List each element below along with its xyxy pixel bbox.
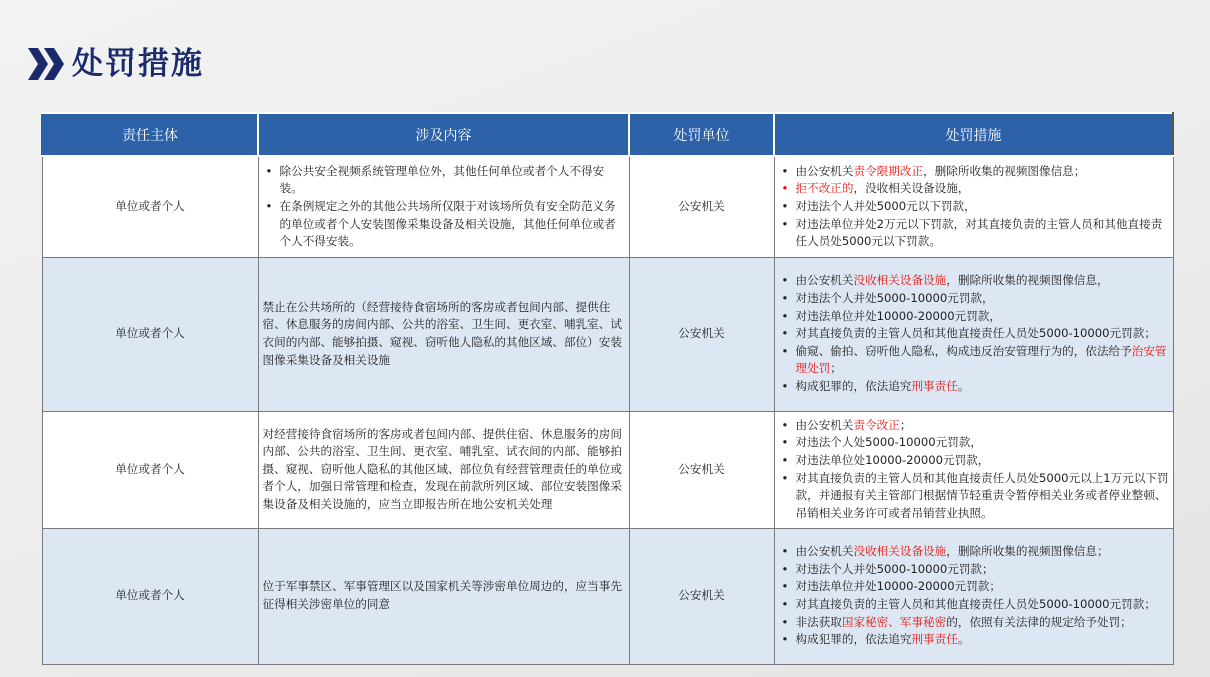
measures-cell xyxy=(774,257,1173,411)
table-header-row xyxy=(42,113,1173,156)
double-chevron-icon xyxy=(26,44,66,84)
measure-item: • 由公安机关责令改正； xyxy=(779,417,1170,435)
measure-item: • 对违法单位处10000-20000元罚款， xyxy=(779,452,1170,470)
subject-cell: 单位或者个人 xyxy=(42,257,258,411)
table-row xyxy=(42,411,1173,528)
measure-item: • 对违法个人并处5000-10000元罚款， xyxy=(779,290,1170,308)
measure-item: • 由公安机关没收相关设备设施，删除所收集的视频图像信息， xyxy=(779,272,1170,290)
authority-cell: 公安机关 xyxy=(629,528,774,664)
penalty-table xyxy=(41,112,1174,665)
measure-item: • 构成犯罪的，依法追究刑事责任。 xyxy=(779,631,1170,649)
content-item: • 在条例规定之外的其他公共场所仅限于对该场所负有安全防范义务的单位或者个人安装图像采集设备及相关设施，其他任何单位或者个人不得安装。 xyxy=(263,198,626,251)
page-title: 处罚措施 xyxy=(72,46,204,82)
measure-item: • 对其直接负责的主管人员和其他直接责任人员处5000-10000元罚款； xyxy=(779,596,1170,614)
subject-cell: 单位或者个人 xyxy=(42,528,258,664)
table-row xyxy=(42,156,1173,257)
measure-item: • 对违法个人处5000-10000元罚款， xyxy=(779,434,1170,452)
content-cell: 位于军事禁区、军事管理区以及国家机关等涉密单位周边的，应当事先征得相关涉密单位的同意 xyxy=(258,528,629,664)
header-measures: 处罚措施 xyxy=(774,113,1173,156)
subject-cell: 单位或者个人 xyxy=(42,411,258,528)
measure-item: • 对违法单位并处10000-20000元罚款； xyxy=(779,578,1170,596)
table-row xyxy=(42,528,1173,664)
measures-cell xyxy=(774,156,1173,257)
measure-item: • 对其直接负责的主管人员和其他直接责任人员处5000-10000元罚款； xyxy=(779,325,1170,343)
title-area xyxy=(26,42,204,86)
measure-item: • 拒不改正的，没收相关设备设施， xyxy=(779,180,1170,198)
authority-cell: 公安机关 xyxy=(629,411,774,528)
content-item: • 除公共安全视频系统管理单位外，其他任何单位或者个人不得安装。 xyxy=(263,163,626,198)
measure-item: • 对违法单位并处10000-20000元罚款， xyxy=(779,308,1170,326)
content-cell: 禁止在公共场所的（经营接待食宿场所的客房或者包间内部、提供住宿、休息服务的房间内部、公共的浴室、卫生间、更衣室、哺乳室、试衣间的内部、能够拍摄、窥视、窃听他人隐私的其他区域、部位）安装图像采集设备及相关设施 xyxy=(258,257,629,411)
measures-list xyxy=(779,417,1170,523)
header-authority: 处罚单位 xyxy=(629,113,774,156)
measure-item: • 非法获取国家秘密、军事秘密的，依照有关法律的规定给予处罚； xyxy=(779,614,1170,632)
content-list xyxy=(263,163,626,251)
measure-item: • 偷窥、偷拍、窃听他人隐私，构成违反治安管理行为的，依法给予治安管理处罚； xyxy=(779,343,1170,378)
content-cell xyxy=(258,156,629,257)
header-content: 涉及内容 xyxy=(258,113,629,156)
measure-item: • 由公安机关责令限期改正，删除所收集的视频图像信息； xyxy=(779,163,1170,181)
measure-item: • 构成犯罪的，依法追究刑事责任。 xyxy=(779,378,1170,396)
subject-cell: 单位或者个人 xyxy=(42,156,258,257)
header-subject: 责任主体 xyxy=(42,113,258,156)
measure-item: • 对违法个人并处5000-10000元罚款； xyxy=(779,561,1170,579)
table-row xyxy=(42,257,1173,411)
measures-list xyxy=(779,543,1170,649)
measure-item: • 对违法单位并处2万元以下罚款，对其直接负责的主管人员和其他直接责任人员处5000元以下罚款。 xyxy=(779,216,1170,251)
authority-cell: 公安机关 xyxy=(629,156,774,257)
measure-item: • 由公安机关没收相关设备设施，删除所收集的视频图像信息； xyxy=(779,543,1170,561)
measures-list xyxy=(779,163,1170,251)
measures-list xyxy=(779,272,1170,395)
measures-cell xyxy=(774,411,1173,528)
measure-item: • 对违法个人并处5000元以下罚款， xyxy=(779,198,1170,216)
content-cell: 对经营接待食宿场所的客房或者包间内部、提供住宿、休息服务的房间内部、公共的浴室、卫生间、更衣室、哺乳室、试衣间的内部、能够拍摄、窥视、窃听他人隐私的其他区域、部位负有经营管理责任的单位或者个人，加强日常管理和检查，发现在前款所列区域、部位安装图像采集设备及相关设施的，应当立即报告所在地公安机关处理 xyxy=(258,411,629,528)
measures-cell xyxy=(774,528,1173,664)
authority-cell: 公安机关 xyxy=(629,257,774,411)
measure-item: • 对其直接负责的主管人员和其他直接责任人员处5000元以上1万元以下罚款，并通报有关主管部门根据情节轻重责令暂停相关业务或者停业整顿、吊销相关业务许可或者吊销营业执照。 xyxy=(779,470,1170,523)
